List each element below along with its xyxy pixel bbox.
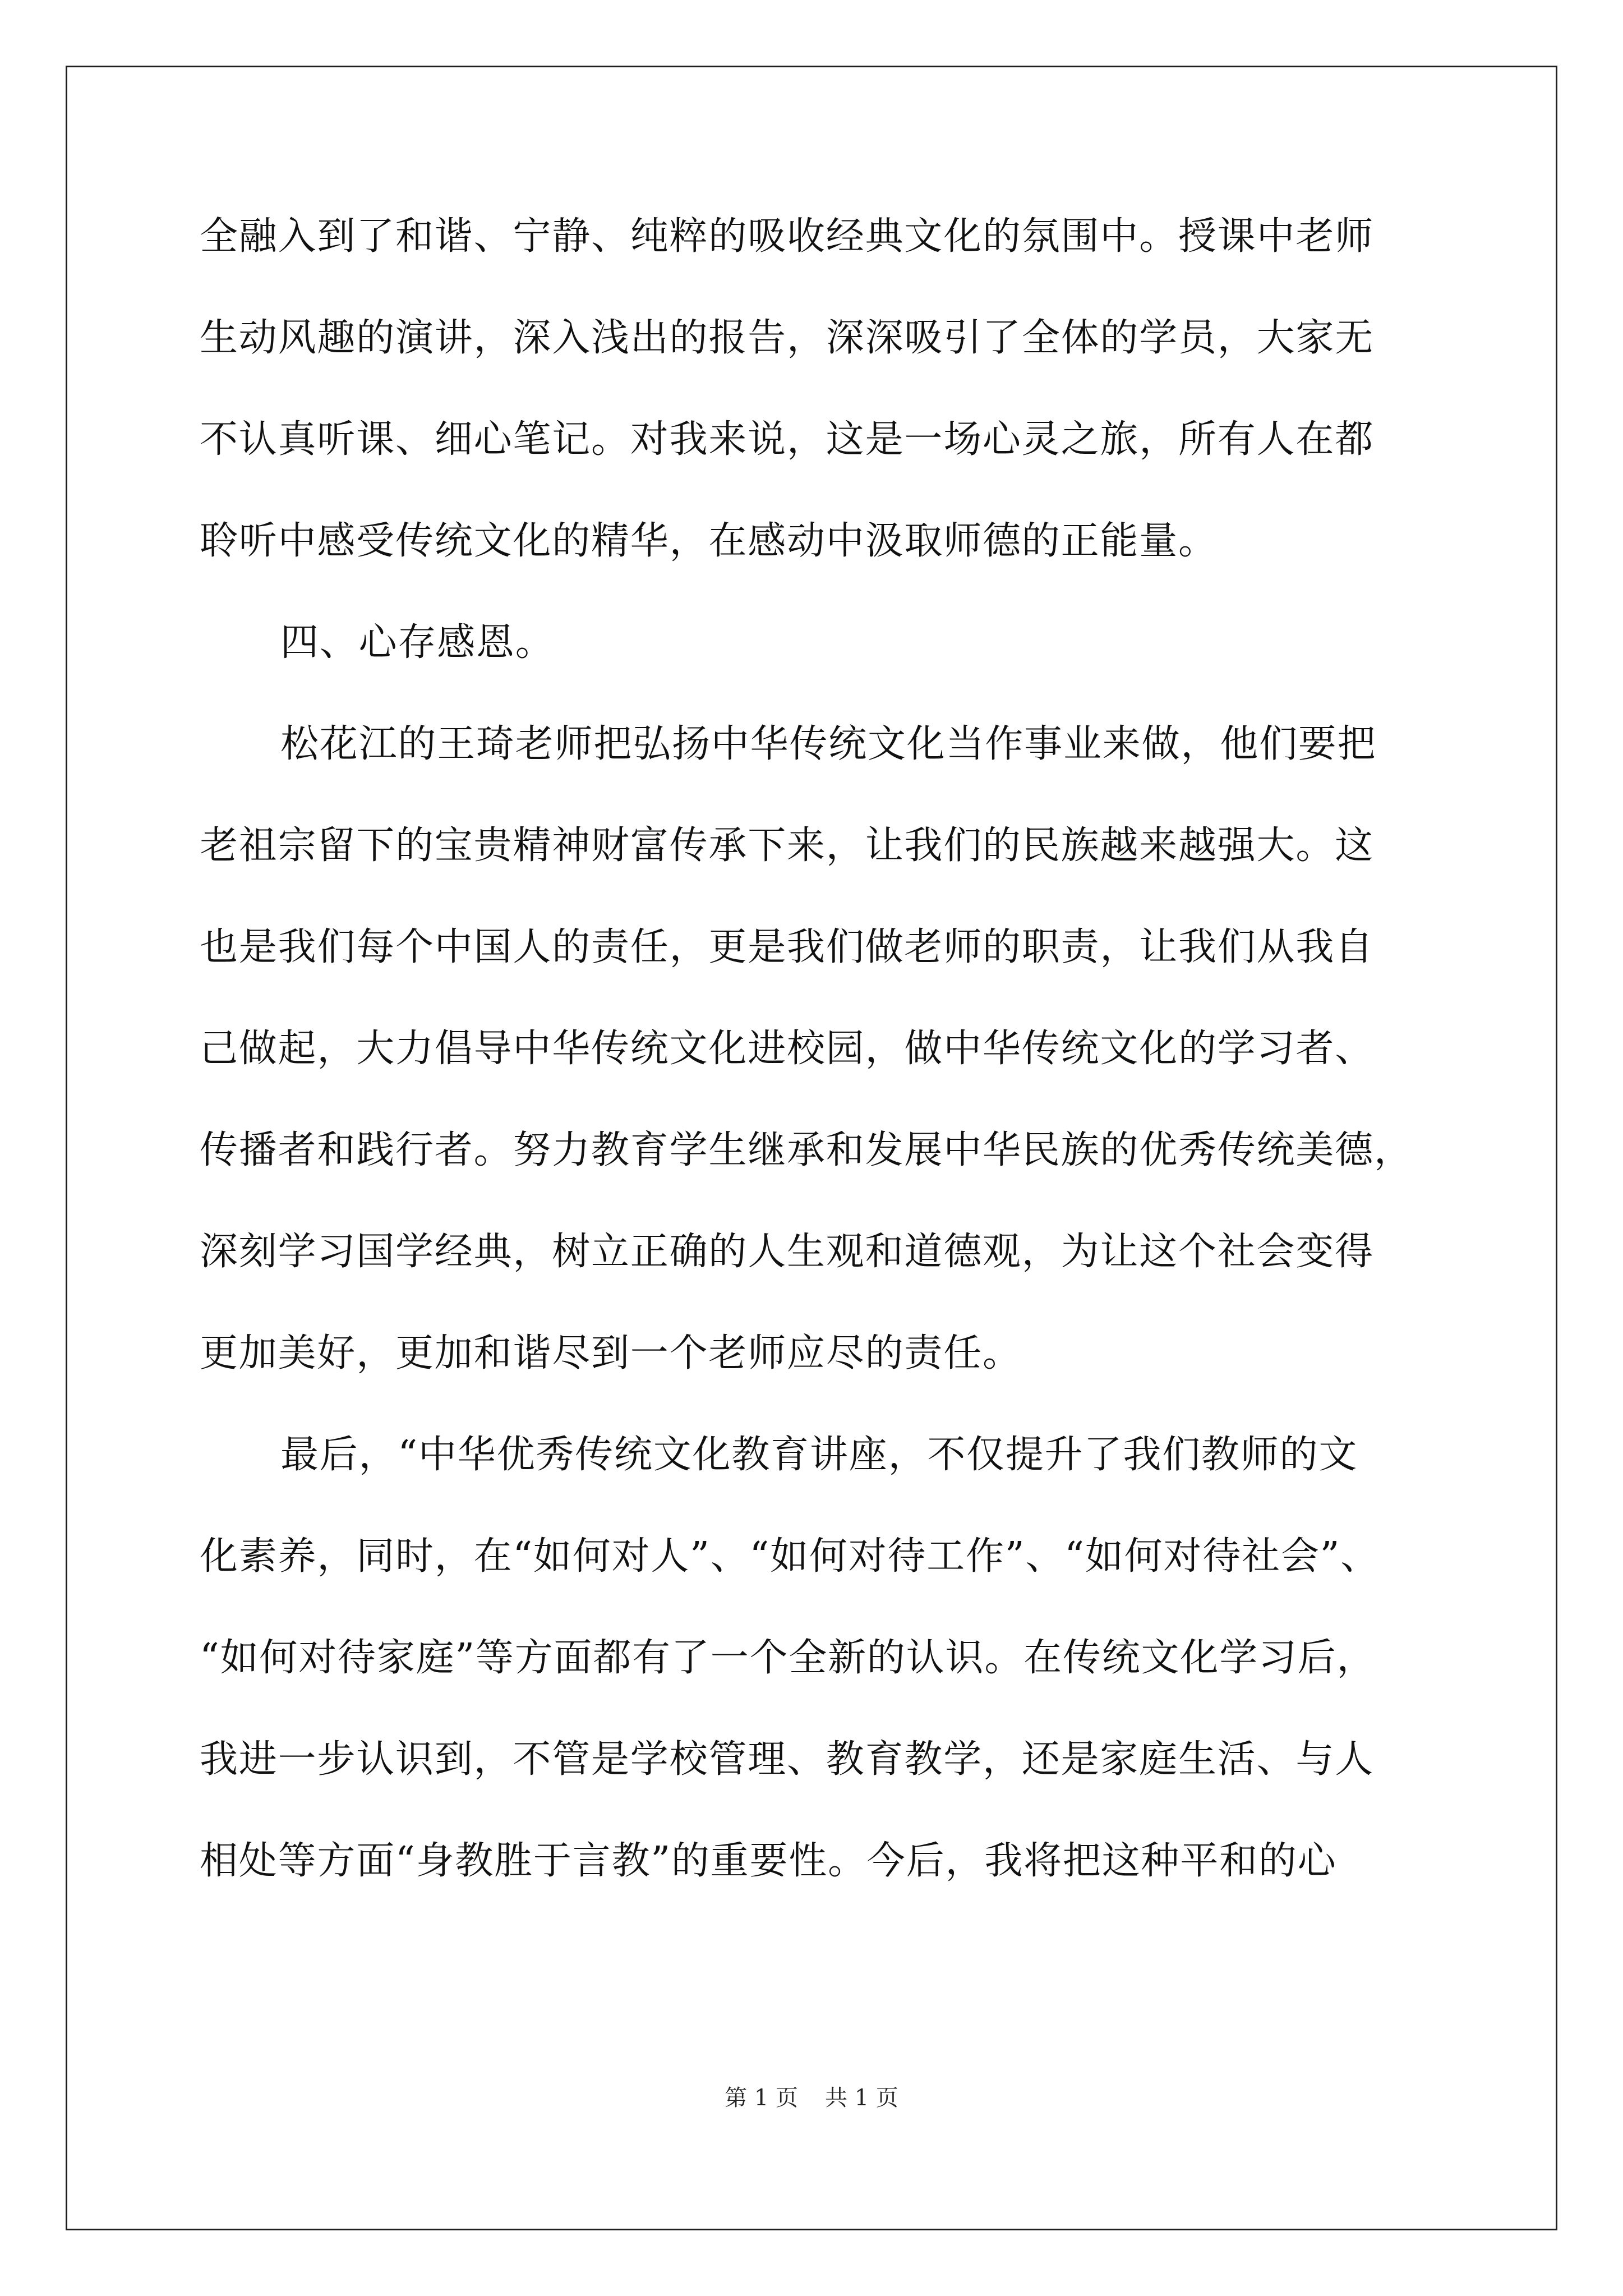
section-heading: 四、心存感恩。: [280, 620, 555, 665]
text-line: 全融入到了和谐、宁静、纯粹的吸收经典文化的氛围中。授课中老师: [200, 214, 1375, 259]
text-line: 深刻学习国学经典，树立正确的人生观和道德观，为让这个社会变得: [200, 1230, 1375, 1274]
text-line: 我进一步认识到，不管是学校管理、教育教学，还是家庭生活、与人: [200, 1737, 1375, 1782]
text-line: 相处等方面“身教胜于言教”的重要性。今后，我将把这种平和的心: [200, 1839, 1337, 1883]
text-line: 己做起，大力倡导中华传统文化进校园，做中华传统文化的学习者、: [200, 1027, 1375, 1071]
paragraph-start-line: 最后，“中华优秀传统文化教育讲座，不仅提升了我们教师的文: [280, 1433, 1358, 1477]
text-line: 聆听中感受传统文化的精华，在感动中汲取师德的正能量。: [200, 519, 1218, 563]
text-line: 化素养，同时，在“如何对人”、“如何对待工作”、“如何对待社会”、: [200, 1534, 1380, 1579]
text-line: 生动风趣的演讲，深入浅出的报告，深深吸引了全体的学员，大家无: [200, 316, 1375, 360]
text-line: “如何对待家庭”等方面都有了一个全新的认识。在传统文化学习后，: [200, 1636, 1376, 1680]
page-footer: [0, 2087, 1623, 2109]
text-line: 老祖宗留下的宝贵精神财富传承下来，让我们的民族越来越强大。这: [200, 823, 1375, 868]
page-number: 第 1 页: [725, 2085, 798, 2111]
text-line: 也是我们每个中国人的责任，更是我们做老师的职责，让我们从我自: [200, 925, 1375, 969]
text-line: 传播者和践行者。努力教育学生继承和发展中华民族的优秀传统美德，: [200, 1128, 1413, 1172]
page-total: 共 1 页: [825, 2085, 898, 2111]
text-line: 更加美好，更加和谐尽到一个老师应尽的责任。: [200, 1331, 1022, 1375]
paragraph-start-line: 松花江的王琦老师把弘扬中华传统文化当作事业来做，他们要把: [280, 722, 1377, 766]
text-line: 不认真听课、细心笔记。对我来说，这是一场心灵之旅，所有人在都: [200, 417, 1375, 462]
